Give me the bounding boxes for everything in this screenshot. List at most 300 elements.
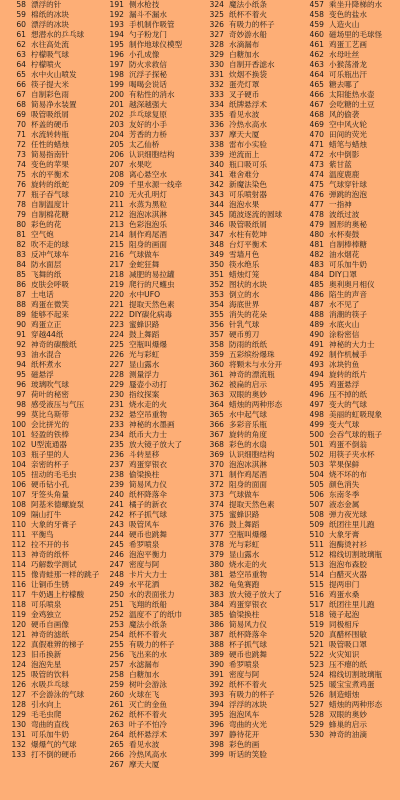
item-title: 鸡蛋立正 [31,320,62,329]
list-item [302,280,400,290]
item-title: 变大气球 [329,420,360,429]
list-item [4,260,102,270]
item-title: 变色的苹果 [31,160,69,169]
list-item [4,390,102,400]
item-number: 488 [309,310,324,319]
item-number: 528 [309,710,324,719]
list-item [302,410,400,420]
list-item [102,170,200,180]
list-item [302,530,400,540]
item-number: 211 [109,200,124,209]
item-title: 大象牙膏 [329,530,360,539]
item-title: 变大的气球 [329,400,367,409]
item-title: 简易风力仪 [129,480,167,489]
item-number: 197 [109,60,124,69]
item-number: 104 [11,460,26,469]
list-item [302,230,400,240]
item-number: 523 [309,660,324,669]
item-number: 329 [209,50,224,59]
item-title: 硬币也跳舞 [129,530,167,539]
item-title: 水吸乒乓球 [31,680,69,689]
list-item [4,570,102,580]
item-number: 391 [209,670,224,679]
item-number: 79 [16,210,26,219]
item-title: 泡泡冰淇淋 [229,460,267,469]
item-title: 纸团往里儿跑 [329,520,375,529]
list-item [202,620,300,630]
item-number: 113 [11,550,26,559]
list-item [302,130,400,140]
item-title: 叉子硬币 [229,90,260,99]
item-number: 192 [109,10,124,19]
list-item [4,420,102,430]
list-item [302,60,400,70]
item-title: 自制棉花糖 [31,210,69,219]
list-item [102,10,200,20]
item-title: 水杯奏鼓 [329,230,360,239]
item-title: 吹不走的球 [31,240,69,249]
item-number: 97 [16,390,26,399]
item-number: 65 [16,70,26,79]
item-number: 344 [209,200,224,209]
item-title: 水中起气球 [229,410,267,419]
item-title: 棉线切割玻璃瓶 [329,550,383,559]
item-number: 339 [209,150,224,159]
list-item [202,530,300,540]
item-number: 88 [16,300,26,309]
list-item [302,720,400,730]
item-title: 不会游泳的气球 [31,690,85,699]
list-item [102,660,200,670]
item-number: 96 [16,380,26,389]
column-4 [302,0,400,740]
item-number: 475 [309,180,324,189]
list-item [4,80,102,90]
item-number: 115 [11,570,26,579]
item-number: 493 [309,360,324,369]
item-number: 82 [16,240,26,249]
item-number: 387 [209,630,224,639]
item-number: 83 [16,250,26,259]
list-item [202,340,300,350]
item-number: 393 [209,690,224,699]
list-item [102,600,200,610]
item-title: 泡泡风车 [229,710,260,719]
item-number: 518 [309,610,324,619]
list-item [102,490,200,500]
item-number: 221 [109,300,124,309]
item-number: 366 [209,420,224,429]
list-item [202,500,300,510]
item-number: 98 [16,400,26,409]
item-number: 325 [209,10,224,19]
list-item [4,280,102,290]
item-title: 听话的笑脸 [229,750,267,759]
list-item [302,0,400,10]
item-title: 侧水枪技 [129,0,160,9]
list-item [202,150,300,160]
list-item [202,60,300,70]
list-item [202,30,300,40]
item-title: 光与彩虹 [129,350,160,359]
item-number: 494 [309,370,324,379]
list-item [302,170,400,180]
item-title: 纸杯不着火 [129,630,167,639]
item-title: 密度与阿 [229,670,260,679]
item-title: 鸡蛋穿银衣 [129,460,167,469]
list-item [4,480,102,490]
item-number: 350 [209,260,224,269]
list-item [302,400,400,410]
item-title: 田间的荧光 [329,130,367,139]
item-title: 水母吐丝 [329,50,360,59]
item-number: 354 [209,300,224,309]
item-number: 392 [209,680,224,689]
list-item [4,240,102,250]
item-title: 纸杯不着火 [129,710,167,719]
item-number: 110 [11,520,26,529]
list-item [4,730,102,740]
item-number: 63 [16,50,26,59]
item-number: 353 [209,290,224,299]
list-item [4,100,102,110]
item-number: 229 [109,380,124,389]
list-item [302,450,400,460]
list-item [202,420,300,430]
item-number: 459 [309,20,324,29]
item-title: 纸币大力士 [129,430,167,439]
item-title: DIY碳化病毒 [129,310,173,319]
item-number: 256 [109,650,124,659]
item-title: 想潜水的乒乓球 [31,30,85,39]
item-number: 509 [309,520,324,529]
item-number: 510 [309,530,324,539]
item-title: 吸管的饮料 [31,670,69,679]
item-title: 蛋壳灯罩 [229,80,260,89]
list-item [4,400,102,410]
item-number: 94 [16,360,26,369]
list-item [202,440,300,450]
item-number: 517 [309,600,324,609]
item-number: 375 [209,510,224,519]
item-title: 偷梁换柱 [229,610,260,619]
item-title: 油水烟花 [329,250,360,259]
item-number: 128 [11,700,26,709]
list-item [202,730,300,740]
item-title: 烧水走的火 [129,400,167,409]
item-title: 自制彩色雨 [31,90,69,99]
item-title: 旧币换新 [31,650,62,659]
item-number: 484 [309,270,324,279]
item-title: 色彩泡泡乐 [129,220,167,229]
item-title: 感受液压与气压 [31,400,85,409]
item-number: 209 [109,180,124,189]
list-item [202,410,300,420]
list-item [202,480,300,490]
list-item [302,510,400,520]
list-item [202,400,300,410]
item-number: 265 [109,740,124,749]
item-number: 500 [309,430,324,439]
item-number: 64 [16,60,26,69]
list-item [302,300,400,310]
item-number: 230 [109,390,124,399]
list-item [4,520,102,530]
list-item [102,100,200,110]
item-number: 103 [11,450,26,459]
list-item [202,670,300,680]
list-item [4,630,102,640]
list-item [302,500,400,510]
list-item [102,70,200,80]
list-item [202,520,300,530]
list-item [202,190,300,200]
list-item [302,710,400,720]
item-title: 冷热风高水 [129,750,167,759]
item-number: 362 [209,380,224,389]
list-item [202,300,300,310]
item-number: 217 [109,260,124,269]
item-number: 501 [309,440,324,449]
list-item [302,270,400,280]
list-item [4,350,102,360]
list-item [102,150,200,160]
item-number: 465 [309,80,324,89]
item-title: 提取天然色素 [229,500,275,509]
item-number: 267 [109,760,124,769]
item-title: 测量浮力 [129,370,160,379]
item-number: 75 [16,170,26,179]
item-number: 238 [109,470,124,479]
item-title: 白糖加水 [129,670,160,679]
list-item [302,330,400,340]
item-title: 杯子抓气球 [129,510,167,519]
list-item [302,350,400,360]
item-title: 光与彩虹 [229,540,260,549]
item-title: 爆爆气的气球 [31,740,77,749]
item-number: 250 [109,590,124,599]
item-number: 70 [16,120,26,129]
item-number: 496 [309,390,324,399]
item-title: 暖宝宝煮鸡蛋 [329,680,375,689]
list-item [202,610,300,620]
item-title: 波纸过波 [329,210,360,219]
list-item [102,720,200,730]
item-title: 防水面层 [31,260,62,269]
item-title: 漂浮的冰块 [31,20,69,29]
list-item [302,620,400,630]
item-title: 太阳能热水壶 [329,90,375,99]
list-item [4,360,102,370]
item-number: 248 [109,570,124,579]
item-title: 纸杯煮水 [31,360,62,369]
list-item [102,580,200,590]
list-item [302,540,400,550]
list-item [102,250,200,260]
item-number: 240 [109,490,124,499]
item-number: 200 [109,90,124,99]
list-item [4,500,102,510]
item-title: 美丽的虹吸现象 [329,410,383,419]
list-item [4,340,102,350]
list-item [4,300,102,310]
item-title: 水往高处流 [31,40,69,49]
list-item [4,490,102,500]
item-number: 87 [16,290,26,299]
item-number: 72 [16,140,26,149]
list-item [102,450,200,460]
item-number: 233 [109,420,124,429]
item-number: 472 [309,150,324,159]
list-item [302,490,400,500]
list-item [202,210,300,220]
item-title: 纸杯不着火 [229,10,267,19]
list-item [302,90,400,100]
list-item [202,350,300,360]
item-number: 71 [16,130,26,139]
item-number: 511 [309,540,324,549]
item-title: 压不瘪的纸 [329,660,367,669]
list-item [102,110,200,120]
item-number: 91 [16,330,26,339]
list-item [4,690,102,700]
item-title: 乘坐升降梯的水 [329,0,383,9]
item-title: 自制温度计 [31,200,69,209]
item-number: 385 [209,610,224,619]
list-item [4,710,102,720]
item-number: 328 [209,40,224,49]
item-number: 525 [309,680,324,689]
item-title: 吸管吸口罩 [329,640,367,649]
list-item [4,110,102,120]
item-title: 鸡蛋悬浮 [329,380,360,389]
item-title: 扭动的毛毛虫 [31,470,77,479]
item-number: 207 [109,160,124,169]
list-item [202,230,300,240]
list-item [4,560,102,570]
item-title: 水滴漏布 [229,40,260,49]
item-number: 263 [109,720,124,729]
list-item [202,690,300,700]
list-item [102,340,200,350]
item-title: 防火求救信 [129,60,167,69]
item-number: 390 [209,660,224,669]
item-number: 364 [209,400,224,409]
item-number: 60 [16,20,26,29]
list-item [4,20,102,30]
item-number: 93 [16,350,26,359]
list-item [202,650,300,660]
item-title: 用筷子夹水杯 [329,450,375,459]
list-item [4,550,102,560]
item-title: 旋转的角度 [229,430,267,439]
list-item [4,230,102,240]
item-title: 希罗喷泉 [229,660,260,669]
list-item [102,30,200,40]
item-number: 199 [109,80,124,89]
item-title: 毛毛虫爬 [31,710,62,719]
item-number: 384 [209,600,224,609]
list-item [202,580,300,590]
item-number: 106 [11,480,26,489]
item-number: 356 [209,320,224,329]
item-title: 空气炮 [31,230,54,239]
item-title: 制作鸡尾酒 [229,470,267,479]
item-title: 吸管吸纸屑 [229,220,267,229]
item-title: 可乐喷泉 [31,600,62,609]
item-title: 奇妙游水船 [229,30,267,39]
item-title: 奥利奥月相仪 [329,280,375,289]
item-title: 水流转转瓶 [31,130,69,139]
item-title: 鸡蛋穿银衣 [229,600,267,609]
item-number: 457 [309,0,324,9]
item-title: 弹跳的泡泡 [329,190,367,199]
item-number: 249 [109,580,124,589]
item-title: 金鸡独立 [31,610,62,619]
list-item [102,730,200,740]
item-title: 磁场里的毛球怪 [329,30,383,39]
list-item [302,470,400,480]
list-item [102,360,200,370]
item-title: 白糖加水 [229,50,260,59]
item-title: 平衡鸟 [31,530,54,539]
item-title: 蜜蜂识路 [129,320,160,329]
item-number: 497 [309,400,324,409]
item-title: 阿基米德螺旋泵 [31,500,85,509]
list-item [4,610,102,620]
item-number: 360 [209,360,224,369]
list-item [102,670,200,680]
list-item [202,720,300,730]
item-title: 土电话 [31,290,54,299]
list-item [302,110,400,120]
item-title: 空瓶叫爆爆 [129,340,167,349]
item-title: 漏斗不漏水 [129,10,167,19]
list-item [102,510,200,520]
item-number: 80 [16,220,26,229]
list-item [4,130,102,140]
list-item [302,560,400,570]
list-item [4,330,102,340]
item-title: 冷热水高水 [229,120,267,129]
item-title: 圆形的奥秘 [329,220,367,229]
item-title: 放大镜子放大了 [229,590,283,599]
item-number: 333 [209,90,224,99]
item-title: 泡泡冰淇淋 [129,210,167,219]
item-title: 杯子抓气球 [229,640,267,649]
item-number: 485 [309,280,324,289]
item-title: 飞出来的水 [129,650,167,659]
column-2 [102,0,200,770]
item-number: 486 [309,290,324,299]
item-number: 125 [11,670,26,679]
item-number: 386 [209,620,224,629]
list-item [4,430,102,440]
item-title: 液态金属 [329,500,360,509]
list-item [102,530,200,540]
item-title: 看见水波 [229,110,260,119]
item-number: 508 [309,510,324,519]
item-number: 499 [309,420,324,429]
item-number: 129 [11,710,26,719]
list-item [202,360,300,370]
item-title: 制作机械手 [329,350,367,359]
item-number: 214 [109,230,124,239]
list-item [4,440,102,450]
list-item [302,220,400,230]
list-item [4,740,102,750]
list-item [202,180,300,190]
